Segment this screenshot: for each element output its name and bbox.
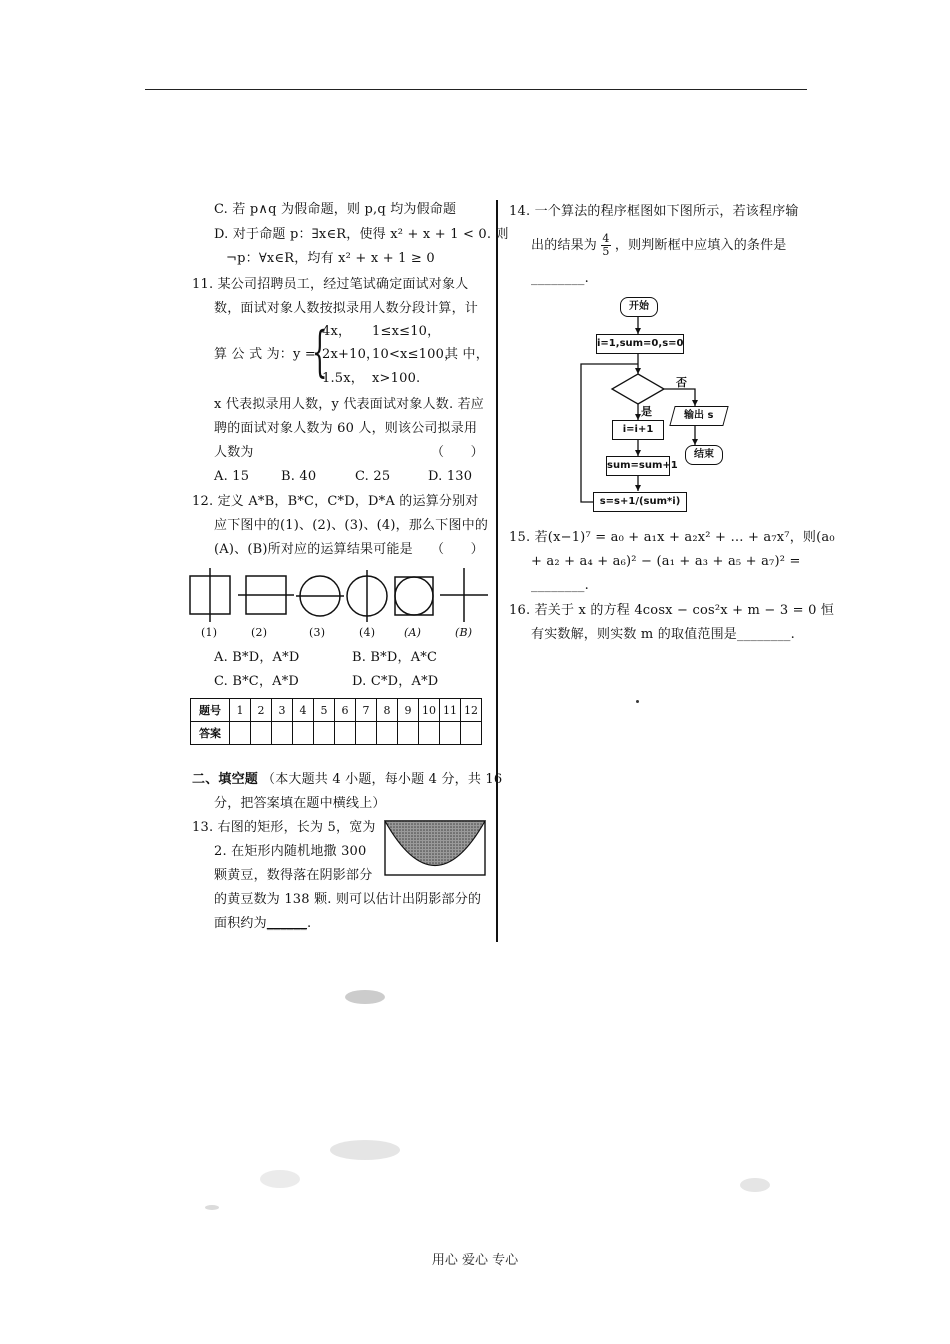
scan-speck bbox=[636, 700, 639, 703]
q14-frac-num: 4 bbox=[602, 232, 610, 245]
table-row-numbers bbox=[191, 699, 482, 722]
q11-brace: { bbox=[312, 320, 328, 383]
q13-line2: 2. 在矩形内随机地撒 300 bbox=[214, 844, 367, 859]
answer-cell[interactable] bbox=[335, 722, 356, 745]
q12-label-b: (B) bbox=[455, 626, 473, 639]
flowchart-increment: i=i+1 bbox=[612, 420, 664, 440]
q13-line5 bbox=[214, 915, 311, 933]
q15-line3: ________. bbox=[531, 578, 589, 593]
q11-option-c: C. 25 bbox=[355, 469, 391, 484]
q11-case2-cond: 10<x≤100， bbox=[372, 347, 458, 362]
q12-figure-2 bbox=[238, 576, 294, 614]
q12-label-3: (3) bbox=[309, 626, 326, 639]
q12-figure-b bbox=[440, 568, 488, 622]
table-cell-number: 12 bbox=[461, 699, 482, 722]
q15-line2: + a₂ + a₄ + a₆)² − (a₁ + a₃ + a₅ + a₇)² = bbox=[531, 554, 801, 569]
q13-line3: 颗黄豆，数得落在阴影部分 bbox=[214, 868, 373, 883]
answer-cell[interactable] bbox=[251, 722, 272, 745]
q11-case1-cond: 1≤x≤10， bbox=[372, 324, 441, 339]
q12-answer-paren: （ ） bbox=[431, 542, 484, 557]
q13-line5-text: 面积约为 bbox=[214, 916, 267, 931]
q12-figure-a bbox=[395, 577, 433, 615]
q10-option-d-line2: ¬p：∀x∈R，均有 x² + x + 1 ≥ 0 bbox=[226, 251, 435, 266]
q14-fraction bbox=[601, 233, 610, 258]
q11-line4: x 代表拟录用人数，y 代表面试对象人数. 若应 bbox=[214, 397, 485, 412]
section2-desc-line2: 分，把答案填在题中横线上） bbox=[214, 796, 386, 811]
q12-option-c: C. B*C，A*D bbox=[214, 674, 300, 689]
section2-title: 二、填空题 bbox=[192, 772, 259, 787]
table-header-number: 题号 bbox=[191, 699, 230, 722]
scan-speck bbox=[205, 1205, 219, 1210]
answer-cell[interactable] bbox=[440, 722, 461, 745]
q13-shaded-region bbox=[385, 821, 485, 866]
q11-formula-suffix: 其 中， bbox=[445, 347, 489, 362]
section2-desc-line1: （本大题共 4 小题，每小题 4 分，共 16 bbox=[262, 772, 503, 787]
answer-cell[interactable] bbox=[230, 722, 251, 745]
q11-formula-prefix: 算 公 式 为：y = bbox=[214, 347, 316, 362]
q13-line4: 的黄豆数为 138 颗. 则可以估计出阴影部分的 bbox=[214, 892, 482, 907]
q12-label-1: (1) bbox=[201, 626, 218, 639]
flowchart-update: s=s+1/(sum*i) bbox=[593, 492, 687, 512]
scan-speck bbox=[345, 990, 385, 1004]
q13-blank: ______ bbox=[266, 916, 308, 931]
q12-figures bbox=[184, 566, 494, 626]
table-cell-number: 9 bbox=[398, 699, 419, 722]
table-cell-number: 8 bbox=[377, 699, 398, 722]
q16-blank: ________. bbox=[737, 627, 795, 642]
flowchart-sum: sum=sum+1 bbox=[606, 456, 670, 476]
flowchart-init: i=1,sum=0,s=0 bbox=[596, 334, 684, 354]
flowchart-output bbox=[669, 406, 728, 426]
q16-line2-text: 有实数解，则实数 m 的取值范围是 bbox=[531, 627, 737, 642]
answer-cell[interactable] bbox=[398, 722, 419, 745]
table-cell-number: 11 bbox=[440, 699, 461, 722]
q12-label-2: (2) bbox=[251, 626, 268, 639]
q16-line1: 16. 若关于 x 的方程 4cosx − cos²x + m − 3 = 0 恒 bbox=[509, 603, 835, 618]
q11-option-a: A. 15 bbox=[214, 469, 250, 484]
answer-cell[interactable] bbox=[293, 722, 314, 745]
q14-line2 bbox=[531, 233, 787, 258]
q13-rectangle-figure bbox=[384, 820, 486, 876]
flowchart-start: 开始 bbox=[620, 297, 658, 317]
scan-speck bbox=[330, 1140, 400, 1160]
answer-cell[interactable] bbox=[377, 722, 398, 745]
flowchart-output-text: 输出 s bbox=[684, 410, 714, 421]
q12-line2: 应下图中的(1)、(2)、(3)、(4)，那么下图中的 bbox=[214, 518, 489, 533]
column-divider bbox=[496, 200, 498, 942]
q10-option-c: C. 若 p∧q 为假命题，则 p,q 均为假命题 bbox=[214, 202, 457, 217]
q11-line5: 聘的面试对象人数为 60 人，则该公司拟录用 bbox=[214, 421, 478, 436]
q11-line1: 11. 某公司招聘员工，经过笔试确定面试对象人 bbox=[192, 277, 469, 292]
answer-table bbox=[190, 698, 482, 745]
table-cell-number: 7 bbox=[356, 699, 377, 722]
flowchart-end: 结束 bbox=[685, 445, 723, 465]
table-cell-number: 6 bbox=[335, 699, 356, 722]
q12-option-a: A. B*D，A*D bbox=[214, 650, 300, 665]
q11-case3-cond: x>100. bbox=[372, 371, 421, 386]
q14-frac-den: 5 bbox=[602, 245, 610, 258]
q11-case2-expr: 2x+10， bbox=[322, 347, 380, 362]
q12-line3: (A)、(B)所对应的运算结果可能是 bbox=[214, 542, 413, 557]
q14-line2-b: ，则判断框中应填入的条件是 bbox=[614, 238, 787, 253]
answer-cell[interactable] bbox=[419, 722, 440, 745]
table-cell-number: 4 bbox=[293, 699, 314, 722]
q11-case3-expr: 1.5x， bbox=[322, 371, 365, 386]
table-header-answer: 答案 bbox=[191, 722, 230, 745]
q12-option-d: D. C*D，A*D bbox=[352, 674, 439, 689]
q14-line1: 14. 一个算法的程序框图如下图所示，若该程序输 bbox=[509, 204, 799, 219]
q12-figure-4 bbox=[347, 570, 387, 622]
scan-speck bbox=[260, 1170, 300, 1188]
page-footer: 用心 爱心 专心 bbox=[431, 1253, 519, 1268]
table-cell-number: 10 bbox=[419, 699, 440, 722]
top-rule bbox=[145, 89, 807, 90]
answer-cell[interactable] bbox=[272, 722, 293, 745]
q14-blank: ________. bbox=[531, 271, 589, 286]
q13-end: . bbox=[307, 916, 312, 931]
q14-line2-a: 出的结果为 bbox=[531, 238, 598, 253]
scan-speck bbox=[740, 1178, 770, 1192]
table-cell-number: 5 bbox=[314, 699, 335, 722]
answer-cell[interactable] bbox=[461, 722, 482, 745]
q11-option-b: B. 40 bbox=[281, 469, 317, 484]
q11-answer-paren: （ ） bbox=[431, 445, 484, 460]
answer-cell[interactable] bbox=[356, 722, 377, 745]
q12-option-b: B. B*D，A*C bbox=[352, 650, 438, 665]
q11-option-d: D. 130 bbox=[428, 469, 473, 484]
q12-label-4: (4) bbox=[359, 626, 376, 639]
q12-figure-3 bbox=[296, 576, 344, 616]
table-cell-number: 3 bbox=[272, 699, 293, 722]
flowchart-yes-label: 是 bbox=[641, 405, 652, 418]
table-cell-number: 2 bbox=[251, 699, 272, 722]
q15-line1: 15. 若(x−1)⁷ = a₀ + a₁x + a₂x² + … + a₇x⁷，则(a₀ bbox=[509, 530, 835, 545]
q12-line1: 12. 定义 A*B，B*C，C*D，D*A 的运算分别对 bbox=[192, 494, 479, 509]
q12-label-a: (A) bbox=[404, 626, 422, 639]
q11-case1-expr: 4x， bbox=[322, 324, 352, 339]
q11-line6: 人数为 bbox=[214, 445, 254, 460]
q12-figure-1 bbox=[190, 568, 230, 622]
q16-line2 bbox=[531, 626, 795, 644]
q10-option-d-line1: D. 对于命题 p：∃x∈R，使得 x² + x + 1 < 0. 则 bbox=[214, 227, 509, 242]
table-cell-number: 1 bbox=[230, 699, 251, 722]
answer-cell[interactable] bbox=[314, 722, 335, 745]
flowchart-no-label: 否 bbox=[676, 376, 687, 389]
flowchart-lines bbox=[575, 290, 745, 520]
q13-line1: 13. 右图的矩形，长为 5，宽为 bbox=[192, 820, 376, 835]
q11-line2: 数，面试对象人数按拟录用人数分段计算，计 bbox=[214, 301, 479, 316]
table-row-answers bbox=[191, 722, 482, 745]
